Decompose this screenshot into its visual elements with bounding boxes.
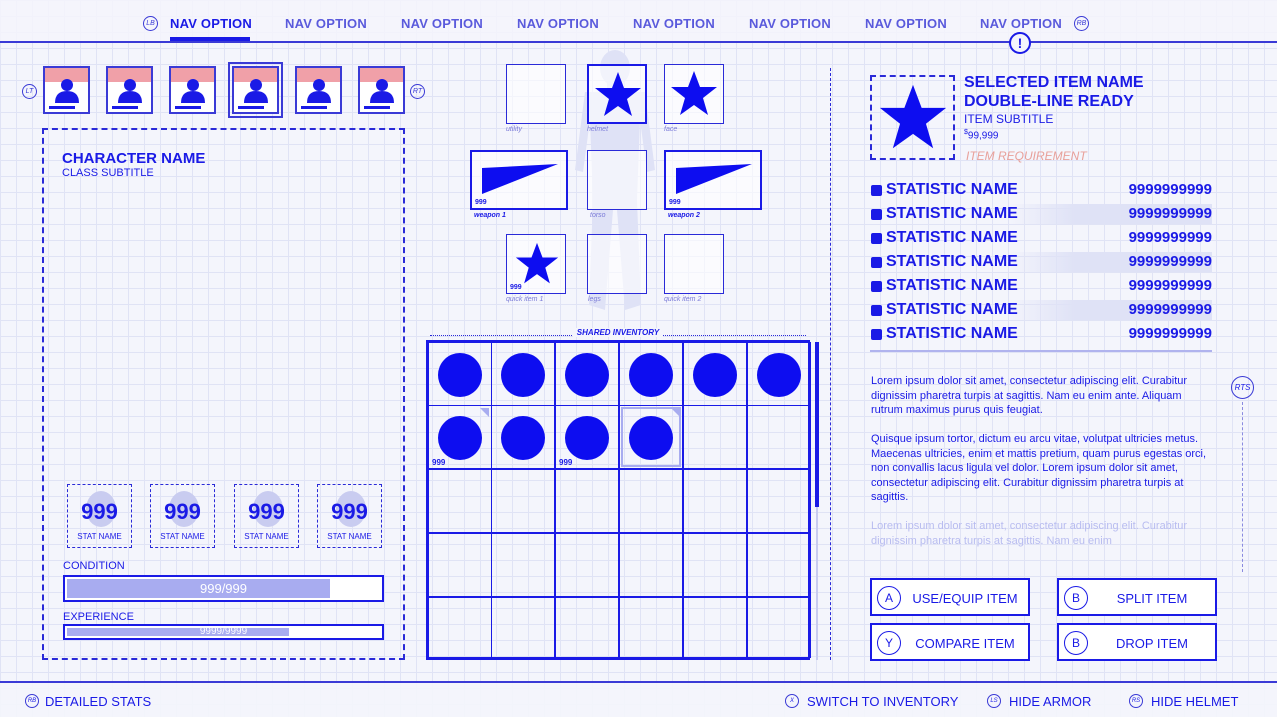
inventory-title	[430, 328, 806, 337]
stat-name: STATISTIC NAME	[886, 205, 1018, 222]
split-item-button[interactable]	[1057, 578, 1217, 616]
star-icon	[593, 70, 643, 120]
compare-item-button[interactable]	[870, 623, 1030, 661]
inventory-cell[interactable]	[555, 533, 619, 597]
orb-item-icon	[438, 416, 482, 460]
stat-value: 9999999999	[1128, 277, 1212, 294]
stat-row	[870, 204, 1212, 224]
b-hold-button-icon: B	[1064, 631, 1088, 655]
stat-row	[870, 180, 1212, 200]
inventory-cell[interactable]	[619, 342, 683, 406]
orb-item-icon	[438, 353, 482, 397]
utility-slot-label: utility	[506, 126, 522, 133]
stat-label: STAT NAME	[244, 532, 289, 541]
weapon-1-count: 999	[475, 199, 487, 206]
item-quantity: 999	[559, 458, 573, 467]
button-label: USE/EQUIP ITEM	[912, 591, 1018, 606]
orb-item-icon	[501, 416, 545, 460]
stat-name: STATISTIC NAME	[886, 229, 1018, 246]
stat-row	[870, 228, 1212, 248]
person-icon	[54, 77, 80, 103]
party-portrait-6[interactable]	[358, 66, 405, 114]
inventory-cell[interactable]	[491, 405, 555, 469]
stat-name: STATISTIC NAME	[886, 181, 1018, 198]
inventory-cell[interactable]	[683, 533, 747, 597]
bullet-icon	[871, 185, 882, 196]
experience-label: EXPERIENCE	[63, 611, 134, 623]
inventory-cell[interactable]	[683, 405, 747, 469]
y-button-icon: Y	[877, 631, 901, 655]
experience-bar	[63, 624, 384, 640]
stat-value: 999	[248, 499, 285, 524]
price-value: 99,999	[967, 130, 999, 142]
party-portrait-5[interactable]	[295, 66, 342, 114]
stat-row	[870, 276, 1212, 296]
rs-button-icon: RS	[1129, 694, 1143, 708]
quick-item-2-label: quick item 2	[664, 296, 702, 303]
party-portrait-3[interactable]	[169, 66, 216, 114]
top-nav	[0, 0, 1277, 43]
inventory-cell[interactable]	[683, 342, 747, 406]
detailed-stats-hint[interactable]: DETAILED STATS	[45, 694, 152, 709]
class-subtitle: CLASS SUBTITLE	[62, 167, 154, 179]
b-button-icon: B	[1064, 586, 1088, 610]
inventory-cell[interactable]	[491, 533, 555, 597]
button-label: SPLIT ITEM	[1116, 591, 1188, 606]
bullet-icon	[871, 305, 882, 316]
stat-value: 9999999999	[1128, 301, 1212, 318]
nav-option-2[interactable]: NAV OPTION	[285, 16, 367, 31]
orb-item-icon	[629, 416, 673, 460]
stat-row	[870, 300, 1212, 320]
stat-value: 9999999999	[1128, 205, 1212, 222]
inventory-cell[interactable]	[619, 597, 683, 658]
inventory-cell[interactable]	[683, 469, 747, 533]
quick-item-2-slot[interactable]	[664, 234, 724, 294]
bullet-icon	[871, 281, 882, 292]
bullet-icon	[871, 209, 882, 220]
stat-name: STATISTIC NAME	[886, 253, 1018, 270]
stat-row	[870, 252, 1212, 272]
stat-box-1	[67, 484, 132, 548]
orb-item-icon	[501, 353, 545, 397]
weapon-icon	[480, 160, 560, 196]
bullet-icon	[871, 233, 882, 244]
legs-slot-label: legs	[588, 296, 601, 303]
stat-value: 9999999999	[1128, 253, 1212, 270]
active-tab-indicator	[170, 37, 250, 41]
nav-option-5[interactable]: NAV OPTION	[633, 16, 715, 31]
switch-to-inventory-hint[interactable]: SWITCH TO INVENTORY	[807, 694, 959, 709]
experience-value: 9999/9999	[199, 626, 248, 637]
inventory-cell[interactable]	[491, 469, 555, 533]
button-label: COMPARE ITEM	[915, 636, 1015, 651]
bottom-hint-bar	[0, 681, 1277, 717]
stats-separator	[870, 350, 1212, 352]
new-item-marker	[671, 408, 680, 417]
inventory-cell[interactable]	[555, 469, 619, 533]
helmet-slot[interactable]	[587, 64, 647, 124]
rt-button-icon[interactable]: RT	[410, 84, 425, 99]
person-icon	[306, 77, 332, 103]
a-button-icon: A	[877, 586, 901, 610]
rb-button-icon: RB	[25, 694, 39, 708]
inventory-cell[interactable]	[747, 533, 811, 597]
nav-option-8[interactable]: NAV OPTION	[980, 16, 1062, 31]
orb-item-icon	[757, 353, 801, 397]
quick-item-1-slot[interactable]	[506, 234, 566, 294]
quick-item-1-count: 999	[510, 284, 522, 291]
torso-slot[interactable]	[587, 150, 647, 210]
rts-scroll-icon[interactable]: RTS	[1231, 376, 1254, 399]
inventory-cell[interactable]	[747, 405, 811, 469]
inventory-cell[interactable]	[428, 597, 492, 658]
inventory-cell[interactable]	[555, 405, 619, 469]
stat-value: 999	[81, 499, 118, 524]
person-icon	[117, 77, 143, 103]
stat-value: 999	[331, 499, 368, 524]
drop-item-button[interactable]	[1057, 623, 1217, 661]
inventory-cell-selected[interactable]	[619, 405, 683, 469]
stat-value: 9999999999	[1128, 181, 1212, 198]
inventory-cell[interactable]	[491, 597, 555, 658]
inventory-grid	[426, 340, 810, 660]
inventory-cell[interactable]	[555, 342, 619, 406]
person-icon	[243, 77, 269, 103]
utility-slot[interactable]	[506, 64, 566, 124]
weapon-1-slot[interactable]	[470, 150, 568, 210]
face-slot[interactable]	[664, 64, 724, 124]
item-name-line-1: SELECTED ITEM NAME	[964, 74, 1144, 91]
stat-row	[870, 324, 1212, 344]
inventory-cell[interactable]	[428, 405, 492, 469]
orb-item-icon	[693, 353, 737, 397]
item-price	[964, 129, 999, 141]
stat-value: 9999999999	[1128, 229, 1212, 246]
orb-item-icon	[629, 353, 673, 397]
condition-bar	[63, 575, 384, 602]
stat-box-2	[150, 484, 215, 548]
use-equip-item-button[interactable]	[870, 578, 1030, 616]
condition-value: 999/999	[200, 581, 247, 596]
nav-option-6[interactable]: NAV OPTION	[749, 16, 831, 31]
inventory-cell[interactable]	[747, 469, 811, 533]
item-subtitle: ITEM SUBTITLE	[964, 112, 1054, 126]
rb-button-icon[interactable]: RB	[1074, 16, 1089, 31]
alert-icon: !	[1009, 32, 1031, 54]
ls-button-icon: LS	[987, 694, 1001, 708]
helmet-slot-label: helmet	[587, 126, 609, 133]
weapon-2-label: weapon 2	[668, 212, 700, 219]
inventory-cell[interactable]	[428, 469, 492, 533]
weapon-1-label: weapon 1	[474, 212, 506, 219]
star-icon	[514, 241, 560, 287]
party-portrait-2[interactable]	[106, 66, 153, 114]
item-description	[871, 374, 1216, 563]
condition-label: CONDITION	[63, 560, 125, 572]
inventory-title-text: SHARED INVENTORY	[573, 328, 663, 337]
stat-label: STAT NAME	[77, 532, 122, 541]
party-portrait-4-selected[interactable]	[232, 66, 279, 114]
price-currency: $	[964, 129, 968, 136]
description-paragraph: Quisque ipsum tortor, dictum eu arcu vitae, volutpat ultricies metus. Maecenas ultricies, enim et mattis pretium, quam purus egestas orci, non convallis lacus ligula vel dolor. Lorem ipsum dolor sit amet, consectetur adipiscing elit. Curabitur dignissim pharetra turpis at sagittis.	[871, 433, 1207, 503]
stat-label: STAT NAME	[327, 532, 372, 541]
lt-button-icon[interactable]: LT	[22, 84, 37, 99]
description-paragraph: Lorem ipsum dolor sit amet, consectetur adipiscing elit. Curabitur dignissim pharetra turpis at sagittis. Nam eu enim ante. Aliquam rutrum maximus purus quis feugiat.	[871, 375, 1188, 416]
inventory-cell[interactable]	[747, 342, 811, 406]
person-icon	[180, 77, 206, 103]
inventory-cell[interactable]	[428, 342, 492, 406]
star-icon	[877, 82, 949, 154]
x-button-icon: X	[785, 694, 799, 708]
orb-item-icon	[565, 353, 609, 397]
weapon-2-count: 999	[669, 199, 681, 206]
bullet-icon	[871, 329, 882, 340]
selected-item-name	[964, 73, 1144, 111]
character-panel	[42, 128, 405, 660]
panel-divider	[830, 68, 831, 660]
hide-helmet-hint[interactable]: HIDE HELMET	[1151, 694, 1239, 709]
stat-label: STAT NAME	[160, 532, 205, 541]
character-name: CHARACTER NAME	[62, 150, 206, 167]
party-portrait-1[interactable]	[43, 66, 90, 114]
stat-box-3	[234, 484, 299, 548]
selected-item-image	[870, 75, 955, 160]
inventory-cell[interactable]	[555, 597, 619, 658]
button-label: DROP ITEM	[1116, 636, 1188, 651]
inventory-scroll-thumb[interactable]	[815, 342, 819, 507]
inventory-cell[interactable]	[619, 469, 683, 533]
weapon-2-slot[interactable]	[664, 150, 762, 210]
weapon-icon	[674, 160, 754, 196]
inventory-cell[interactable]	[683, 597, 747, 658]
item-name-line-2: DOUBLE-LINE READY	[964, 93, 1134, 110]
description-scroll-track	[1242, 402, 1243, 572]
nav-option-4[interactable]: NAV OPTION	[517, 16, 599, 31]
torso-slot-label: torso	[590, 212, 606, 219]
stat-name: STATISTIC NAME	[886, 277, 1018, 294]
face-slot-label: face	[664, 126, 678, 133]
inventory-cell[interactable]	[428, 533, 492, 597]
description-paragraph-faded: Lorem ipsum dolor sit amet, consectetur adipiscing elit. Curabitur dignissim pharetra turpis at sagittis. Nam eu enim	[871, 520, 1188, 547]
stat-box-4	[317, 484, 382, 548]
stat-value: 999	[164, 499, 201, 524]
nav-option-1[interactable]: NAV OPTION	[170, 16, 252, 31]
stat-name: STATISTIC NAME	[886, 325, 1018, 342]
hide-armor-hint[interactable]: HIDE ARMOR	[1009, 694, 1092, 709]
item-requirement: ITEM REQUIREMENT	[966, 149, 1087, 163]
stat-value: 9999999999	[1128, 325, 1212, 342]
star-icon	[669, 69, 719, 119]
orb-item-icon	[565, 416, 609, 460]
quick-item-1-label: quick item 1	[506, 296, 544, 303]
person-icon	[369, 77, 395, 103]
item-quantity: 999	[432, 458, 446, 467]
inventory-cell[interactable]	[747, 597, 811, 658]
stat-name: STATISTIC NAME	[886, 301, 1018, 318]
inventory-cell[interactable]	[619, 533, 683, 597]
legs-slot[interactable]	[587, 234, 647, 294]
new-item-marker	[480, 408, 489, 417]
nav-option-3[interactable]: NAV OPTION	[401, 16, 483, 31]
lb-button-icon[interactable]: LB	[143, 16, 158, 31]
nav-option-7[interactable]: NAV OPTION	[865, 16, 947, 31]
inventory-cell[interactable]	[491, 342, 555, 406]
bullet-icon	[871, 257, 882, 268]
